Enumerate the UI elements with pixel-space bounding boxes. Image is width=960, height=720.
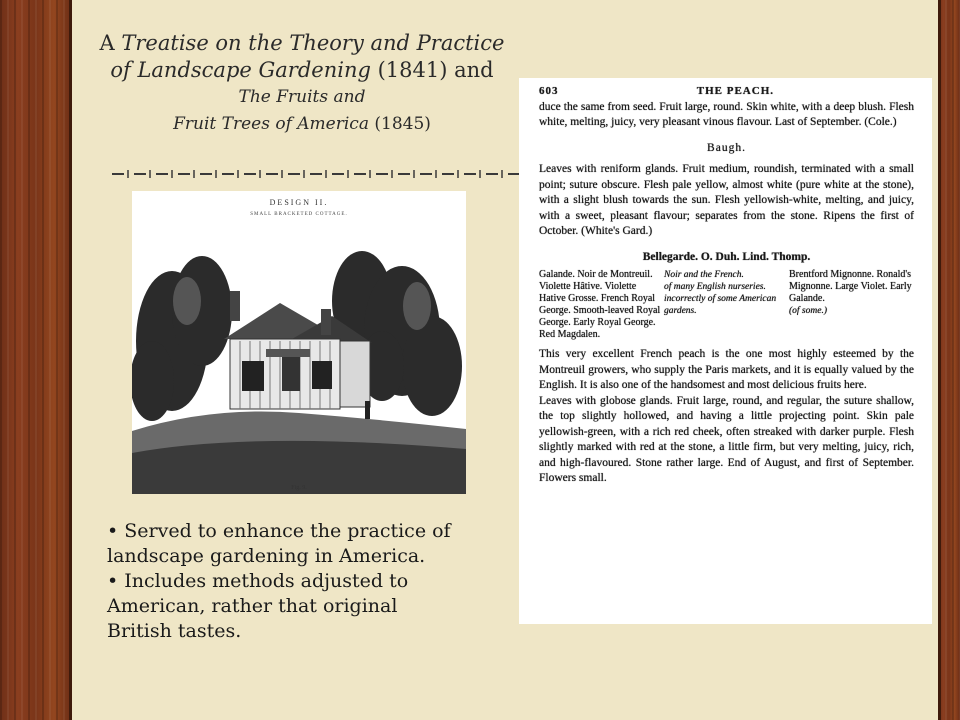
variety-heading: Baugh. [707, 141, 746, 154]
synonyms-left: Violette Hâtive. Violette Hative Grosse. French Royal George. Smooth-leaved Royal George. Early Royal George. Red Magdalen. [539, 281, 661, 340]
title-book1-line1: Treatise on the Theory and Practice [121, 31, 505, 55]
title-book1-line2: of Landscape Gardening [110, 58, 371, 82]
synonyms-top: Galande. Noir de Montreuil. [539, 269, 653, 280]
book-paragraph: duce the same from seed. Fruit large, round. Skin white, with a deep blush. Flesh white, melting, juicy, very pleasant vinous flavour. Last of September. (Cole.) [539, 100, 914, 128]
illustration-caption: DESIGN II. [269, 198, 329, 207]
title-book2-line2: Fruit Trees of America [173, 114, 369, 134]
running-head: THE PEACH. [696, 85, 774, 97]
synonyms-right: Brentford Mignonne. Ronald's Mignonne. Large Violet. Early Galande. [789, 269, 912, 304]
illustration-fig: Fig. 9. [291, 485, 307, 491]
page-header [539, 84, 914, 100]
synonyms-top-note: Noir and the French. [664, 270, 744, 280]
title-year1: (1841) and [377, 58, 494, 82]
right-wood-border [938, 0, 960, 720]
bullet-item: • Includes methods adjusted to American, rather that original British tastes. [107, 570, 409, 642]
title-year2: (1845) [374, 114, 431, 134]
slide-title [84, 30, 520, 138]
synonyms-mid-note: of many English nurseries. incorrectly of some American gardens. [664, 282, 777, 316]
book-paragraph: This very excellent French peach is the one most highly esteemed by the Montreuil growers, who supply the Paris markets, and it is equally valued by the English. It is also one of the handsomest and most delicious fruits here. [539, 348, 914, 391]
bullet-list [107, 519, 457, 644]
synonyms-block [539, 269, 914, 341]
title-book2-line1: The Fruits and [238, 87, 366, 107]
cottage-drawing [132, 191, 466, 494]
synonyms-right-note: (of some.) [789, 306, 827, 316]
bullet-item: • Served to enhance the practice of landscape gardening in America. [107, 520, 451, 567]
cottage-illustration [132, 191, 466, 494]
title-prefix: A [99, 31, 115, 55]
variety-heading: Bellegarde. O. Duh. Lind. Thomp. [642, 250, 811, 263]
illustration-subcaption: SMALL BRACKETED COTTAGE. [250, 212, 348, 217]
left-wood-border [0, 0, 72, 720]
book-page-scan [519, 78, 932, 624]
book-paragraph: Leaves with reniform glands. Fruit medium, roundish, terminated with a small point; suture obscure. Flesh pale yellow, almost white (pure white at the stone), with a slight blush towards the sun. Flesh yellowish-white, melting, and juicy, with a sweet, pleasant flavour; separates from the stone. Ripens the first of October. (White's Gard.) [539, 163, 914, 237]
dash-dot-divider [112, 168, 524, 180]
book-paragraph: Leaves with globose glands. Fruit large, round, and regular, the suture shallow, the top slightly hollowed, and having a little projecting point. Skin pale yellowish-green, with a rich red cheek, often streaked with darker purple. Flesh slightly marked with red at the stone, a little firm, but very melting, juicy, rich, and high-flavoured. Stone rather large. End of August, and first of September. Flowers small. [539, 394, 914, 484]
page-number: 603 [539, 85, 559, 97]
